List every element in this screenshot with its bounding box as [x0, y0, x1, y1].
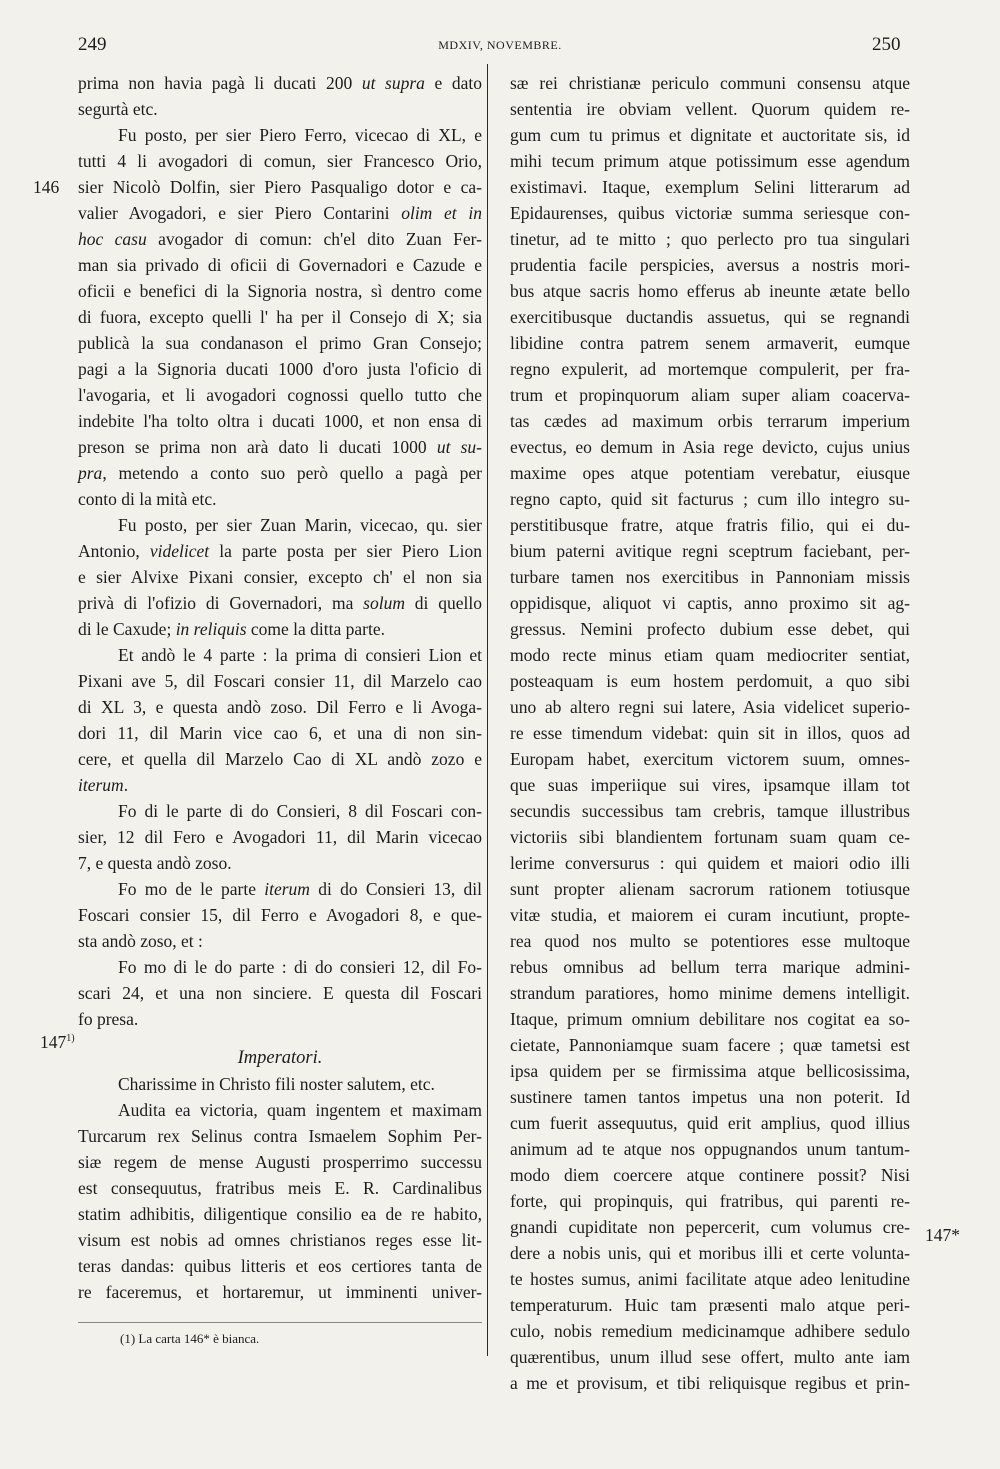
text-line: posteaquam is eum hostem perdomuit, a quo sibi	[510, 671, 910, 691]
text-line: re faceremus, et hortaremur, ut imminenti univer-	[78, 1282, 482, 1302]
text-line: Fo mo de le parte iterum di do Consieri 13, dil	[118, 879, 482, 899]
right-column	[510, 70, 910, 1396]
text-line: turbare tamen nos exercitibus in Pannoniam missis	[510, 567, 910, 587]
text-line: di XL 3, e questa andò zoso. Dil Ferro e li Avoga-	[78, 697, 482, 717]
text-line: 7, e questa andò zoso.	[78, 853, 232, 873]
text-line: tas cædes ad maximum orbis terrarum imperium	[510, 411, 910, 431]
text-line: hoc casu avogador di comun: ch'el dito Zuan Fer-	[78, 229, 482, 249]
text-line: mihi tecum primum atque potissimum esse agendum	[510, 151, 910, 171]
text-line: Fu posto, per sier Zuan Marin, vicecao, qu. sier	[118, 515, 482, 535]
text-line: segurtà etc.	[78, 99, 158, 119]
text-line: forte, qui propinquis, qui fratribus, qui parenti re-	[510, 1191, 910, 1211]
text-line: Fu posto, per sier Piero Ferro, vicecao di XL, e	[118, 125, 482, 145]
margin-number-147-sup: 1)	[66, 1033, 75, 1044]
text-line: quærentibus, unum illud sese offert, multo ante iam	[510, 1347, 910, 1367]
text-line: que suas imperiique sui vires, ipsamque illam tot	[510, 775, 910, 795]
text-line: iterum.	[78, 775, 129, 795]
text-line: di fuora, excepto quelli l' ha per il Consejo di X; sia	[78, 307, 482, 327]
text-line: valier Avogadori, e sier Piero Contarini olim et in	[78, 203, 482, 223]
text-line: libidine contra patrem senem armaverit, eumque	[510, 333, 910, 353]
text-line: sustinere tamen tantos impetus una non poterit. Id	[510, 1087, 910, 1107]
running-title: MDXIV, NOVEMBRE.	[438, 38, 562, 52]
text-line: prudentia facile perspicies, aversus a nostris mori-	[510, 255, 910, 275]
text-line: maxime opes atque potentiam verebatur, eiusque	[510, 463, 910, 483]
text-line: Et andò le 4 parte : la prima di consieri Lion et	[118, 645, 482, 665]
page-header	[0, 34, 1000, 58]
text-line: ipsa quidem per se firmissima atque bellicosissima,	[510, 1061, 910, 1081]
text-line: Audita ea victoria, quam ingentem et maximam	[118, 1100, 482, 1120]
text-line: lerime conversurus : qui quidem et maiori odio illi	[510, 853, 910, 873]
text-line: sta andò zoso, et :	[78, 931, 203, 951]
text-line: culo, nobis remedium medicinamque adhibere sedulo	[510, 1321, 910, 1341]
text-line: animum ad te atque nos oppugnandos unum tantum-	[510, 1139, 910, 1159]
text-line: oppidisque, aliquot vi captis, anno proximo sit ag-	[510, 593, 910, 613]
text-line: sier, 12 dil Fero e Avogadori 11, dil Marin vicecao	[78, 827, 482, 847]
text-line: secundis successibus tam crebris, tamque illustribus	[510, 801, 910, 821]
text-line: teras dandas: quibus litteris et eos certiores tanta de	[78, 1256, 482, 1276]
right-page-number: 250	[872, 34, 901, 55]
text-line: cietate, Pannoniamque suam facere ; quæ tametsi est	[510, 1035, 910, 1055]
text-line: existimavi. Itaque, exemplum Selini litterarum ad	[510, 177, 910, 197]
text-line: Europam habet, exercitum victorem suum, omnes-	[510, 749, 910, 769]
text-line: trum et propinquorum aliam super aliam coacerva-	[510, 385, 910, 405]
margin-number-147-star: 147*	[925, 1225, 960, 1245]
footnote: (1) La carta 146* è bianca.	[120, 1331, 260, 1346]
text-line: e sier Alvixe Pixani consier, excepto ch' el non sia	[78, 567, 482, 587]
text-line: perstitibusque fratre, atque fratris filio, qui ei du-	[510, 515, 910, 535]
text-line: regno capto, quid sit facturus ; cum illo integro su-	[510, 489, 910, 509]
text-line: Itaque, primum omnium debilitare nos cogitat ea so-	[510, 1009, 910, 1029]
text-line: evectus, eo demum in Asia rege devicto, cujus unius	[510, 437, 910, 457]
text-line: scari 24, et una non sinciere. E questa dil Foscari	[78, 983, 482, 1003]
margin-number-147-main: 147	[40, 1031, 67, 1052]
text-line: pagi a la Signoria ducati 1000 d'oro justa l'oficio di	[78, 359, 482, 379]
text-line: Fo di le parte di do Consieri, 8 dil Foscari con-	[118, 801, 482, 821]
text-line: strandum paratiores, homo minime demens intelligit.	[510, 983, 910, 1003]
left-page-number: 249	[78, 34, 107, 55]
column-divider	[487, 64, 488, 1356]
text-line: cum fuerit assequutus, quid erit amplius, quod illius	[510, 1113, 910, 1133]
text-line: te hostes sumus, animi facilitate atque adeo lenitudine	[510, 1269, 910, 1289]
text-line: privà di l'ofizio di Governadori, ma solum di quello	[78, 593, 482, 613]
text-line: pra, metendo a conto suo però quello a pagà per	[78, 463, 482, 483]
text-line: rea quod nos multo se potentiores esse multoque	[510, 931, 910, 951]
text-line: rebus omnibus ad bellum terra marique admini-	[510, 957, 910, 977]
text-line: preson se prima non arà dato li ducati 1000 ut su-	[78, 437, 482, 457]
section-heading: Imperatori.	[237, 1048, 323, 1068]
text-line: l'avogaria, et li avogadori cognossi quello tutto che	[78, 385, 482, 405]
text-line: conto di la mità etc.	[78, 489, 217, 509]
text-line: Fo mo di le do parte : di do consieri 12, dil Fo-	[118, 957, 482, 977]
text-line: sier Nicolò Dolfin, sier Piero Pasqualigo dotor e ca-	[78, 177, 482, 197]
text-line: man sia privado di oficii di Governadori e Cazude e	[78, 255, 482, 275]
text-line: regno expulerit, ad mortemque compulerit, per fra-	[510, 359, 910, 379]
margin-number-146: 146	[33, 177, 60, 197]
text-line: tutti 4 li avogadori di comun, sier Francesco Orio,	[78, 151, 482, 171]
text-line: visum est nobis ad omnes christianos reges esse lit-	[78, 1230, 482, 1250]
text-line: modo diem coercere atque continere possit? Nisi	[510, 1165, 910, 1185]
text-line: gnandi cupiditate non pepercerit, cum volumus cre-	[510, 1217, 910, 1237]
text-line: dere a nobis unis, qui et moribus illi et certe volunta-	[510, 1243, 910, 1263]
text-line: fo presa.	[78, 1009, 139, 1029]
text-line: victoriis sibi blandientem fortunam suam quam ce-	[510, 827, 910, 847]
text-line: Foscari consier 15, dil Ferro e Avogadori 8, e que-	[78, 905, 482, 925]
text-line: Charissime in Christo fili noster salutem, etc.	[118, 1074, 435, 1094]
text-line: est consequutus, fratribus meis E. R. Cardinalibus	[78, 1178, 482, 1198]
text-line: bium paterni avitique regni sceptrum faciebant, per-	[510, 541, 910, 561]
text-line: exercitibusque ductandis assuetus, qui se regnandi	[510, 307, 910, 327]
text-line: siæ regem de mense Augusti prosperrimo successu	[78, 1152, 482, 1172]
text-line: gressus. Nemini profecto dubium esse debet, qui	[510, 619, 910, 639]
text-line: gum cum tu primus et dignitate et auctoritate sis, id	[510, 125, 910, 145]
text-line: di le Caxude; in reliquis come la ditta parte.	[78, 619, 385, 639]
text-line: cere, et quella dil Marzelo Cao di XL andò zozo e	[78, 749, 482, 769]
text-line: temperaturum. Huic tam præsenti malo atque peri-	[510, 1295, 910, 1315]
text-line: a me et provisum, et tibi reliquisque regibus et prin-	[510, 1373, 910, 1393]
left-column	[78, 70, 482, 1305]
text-line: sæ rei christianæ periculo communi consensu atque	[510, 73, 910, 93]
margin-number-147	[40, 1026, 75, 1055]
footnote-rule	[78, 1322, 482, 1323]
text-line: prima non havia pagà li ducati 200 ut supra e dato	[78, 73, 483, 93]
text-line: oficii e benefici di la Signoria nostra, sì dentro come	[78, 281, 482, 301]
text-line: Antonio, videlicet la parte posta per sier Piero Lion	[78, 541, 482, 561]
text-line: sunt propter alienam sacrorum rationem totiusque	[510, 879, 910, 899]
text-line: publicà la sua condanason el primo Gran Consejo;	[78, 333, 482, 353]
text-line: statim adhibitis, diligentique consilio ea de re habito,	[78, 1204, 482, 1224]
text-line: sententia ire obviam vellent. Quorum quidem re-	[510, 99, 910, 119]
text-line: Pixani ave 5, dil Foscari consier 11, dil Marzelo cao	[78, 671, 482, 691]
text-line: tinetur, ad te mitto ; quo perlecto pro tua singulari	[510, 229, 910, 249]
text-line: bus atque sacris homo efferus ab ineunte ætate bello	[510, 281, 910, 301]
text-line: modo recte minus etiam quam mediocriter sentiat,	[510, 645, 910, 665]
text-line: indebite l'ha tolto oltra i ducati 1000, et non ensa di	[78, 411, 482, 431]
text-line: Turcarum rex Selinus contra Ismaelem Sophim Per-	[78, 1126, 482, 1146]
text-line: dori 11, dil Marin vice cao 6, et una di non sin-	[78, 723, 482, 743]
text-line: Epidaurenses, quibus victoriæ summa seriesque con-	[510, 203, 910, 223]
text-line: re esse timendum videbat: quin sit in illos, quos ad	[510, 723, 910, 743]
text-line: vitæ studia, et maiorem ei curam incutiunt, propte-	[510, 905, 910, 925]
text-line: uno ab altero regni sui latere, Asia videlicet superio-	[510, 697, 910, 717]
